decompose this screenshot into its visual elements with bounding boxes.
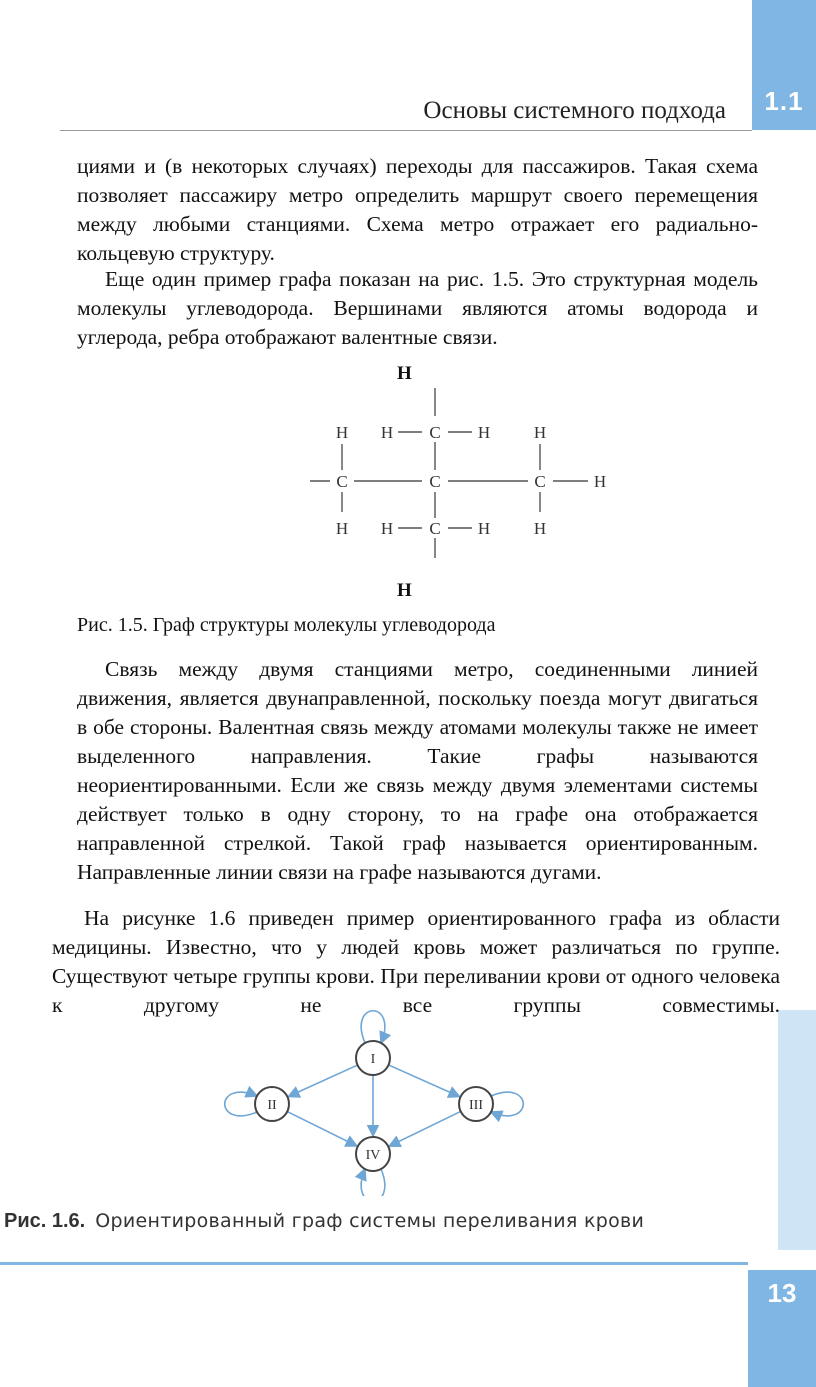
figure-1-6-caption bbox=[4, 1210, 644, 1233]
graph-edge bbox=[288, 1065, 357, 1096]
atom-c: C bbox=[336, 472, 348, 491]
atom-h: H bbox=[593, 472, 607, 491]
graph-node-label: II bbox=[267, 1098, 277, 1113]
figure-1-5-caption: Рис. 1.5. Граф структуры молекулы углеводорода bbox=[77, 614, 496, 636]
atom-h: H bbox=[477, 423, 491, 442]
atom-h: H bbox=[533, 519, 547, 538]
side-margin-band bbox=[778, 1010, 816, 1250]
atom-c: C bbox=[534, 472, 546, 491]
graph-node bbox=[255, 1087, 289, 1121]
graph-node-label: IV bbox=[365, 1148, 381, 1163]
paragraph-4: На рисунке 1.6 приведен пример ориентированного графа из области медицины. Известно, что у людей кровь может различаться по группе. Существуют четыре группы крови. При переливании крови от одного человека к другому не все группы совместимы. bbox=[52, 906, 780, 1017]
graph-self-loop bbox=[491, 1092, 523, 1116]
blood-transfusion-graph bbox=[210, 1006, 530, 1196]
hydrocarbon-molecule-diagram bbox=[270, 380, 630, 580]
atom-c: C bbox=[429, 472, 441, 491]
graph-edge bbox=[389, 1111, 461, 1146]
graph-node bbox=[356, 1041, 390, 1075]
atom-h: H bbox=[533, 423, 547, 442]
molecule-bonds bbox=[310, 388, 588, 558]
molecule-top-hydrogen: H bbox=[397, 363, 412, 384]
graph-self-loop bbox=[225, 1092, 257, 1116]
graph-node-label: I bbox=[370, 1052, 376, 1067]
section-number: 1.1 bbox=[764, 86, 804, 116]
atom-c: C bbox=[429, 519, 441, 538]
atom-h: H bbox=[335, 519, 349, 538]
atom-h: H bbox=[477, 519, 491, 538]
header-rule bbox=[60, 130, 752, 131]
graph-self-loop bbox=[361, 1169, 385, 1196]
atom-c: C bbox=[429, 423, 441, 442]
atom-h: H bbox=[335, 423, 349, 442]
atom-h: H bbox=[380, 519, 394, 538]
figure-1-6-number: Рис. 1.6. bbox=[4, 1210, 86, 1232]
figure-1-6-text: Ориентированный граф системы переливания крови bbox=[95, 1210, 645, 1232]
paragraph-2: Еще один пример графа показан на рис. 1.5. Это структурная модель молекулы углеводорода. Вершинами являются атомы водорода и углерода, ребра отображают валентные связи. bbox=[77, 267, 758, 349]
paragraph-1: циями и (в некоторых случаях) переходы для пассажиров. Такая схема позволяет пассажиру метро определить маршрут своего перемещения между любыми станциями. Схема метро отражает его радиально-кольцевую структуру. bbox=[77, 154, 758, 265]
running-header: Основы системного подхода bbox=[423, 97, 726, 124]
graph-node bbox=[459, 1087, 493, 1121]
molecule-bottom-hydrogen: H bbox=[397, 580, 412, 601]
graph-edge bbox=[389, 1065, 460, 1097]
footer-rule bbox=[0, 1262, 748, 1265]
section-tab bbox=[752, 0, 816, 130]
paragraph-3: Связь между двумя станциями метро, соединенными линией движения, является двунаправленной, поскольку поезда могут двигаться в обе стороны. Валентная связь между атомами молекулы также не имеет выделенного направления. Такие графы называются неориентированными. Если же связь между двумя элементами системы действует только в одну сторону, то на графе она отображается направленной стрелкой. Такой граф называется ориентированным. Направленные линии связи на графе называются дугами. bbox=[77, 657, 758, 884]
atom-h: H bbox=[380, 423, 394, 442]
page-number: 13 bbox=[767, 1278, 797, 1308]
graph-node bbox=[356, 1137, 390, 1171]
graph-self-loop bbox=[361, 1011, 385, 1043]
graph-node-label: III bbox=[469, 1098, 483, 1113]
page-number-tab bbox=[748, 1270, 816, 1387]
graph-edge bbox=[287, 1112, 357, 1146]
